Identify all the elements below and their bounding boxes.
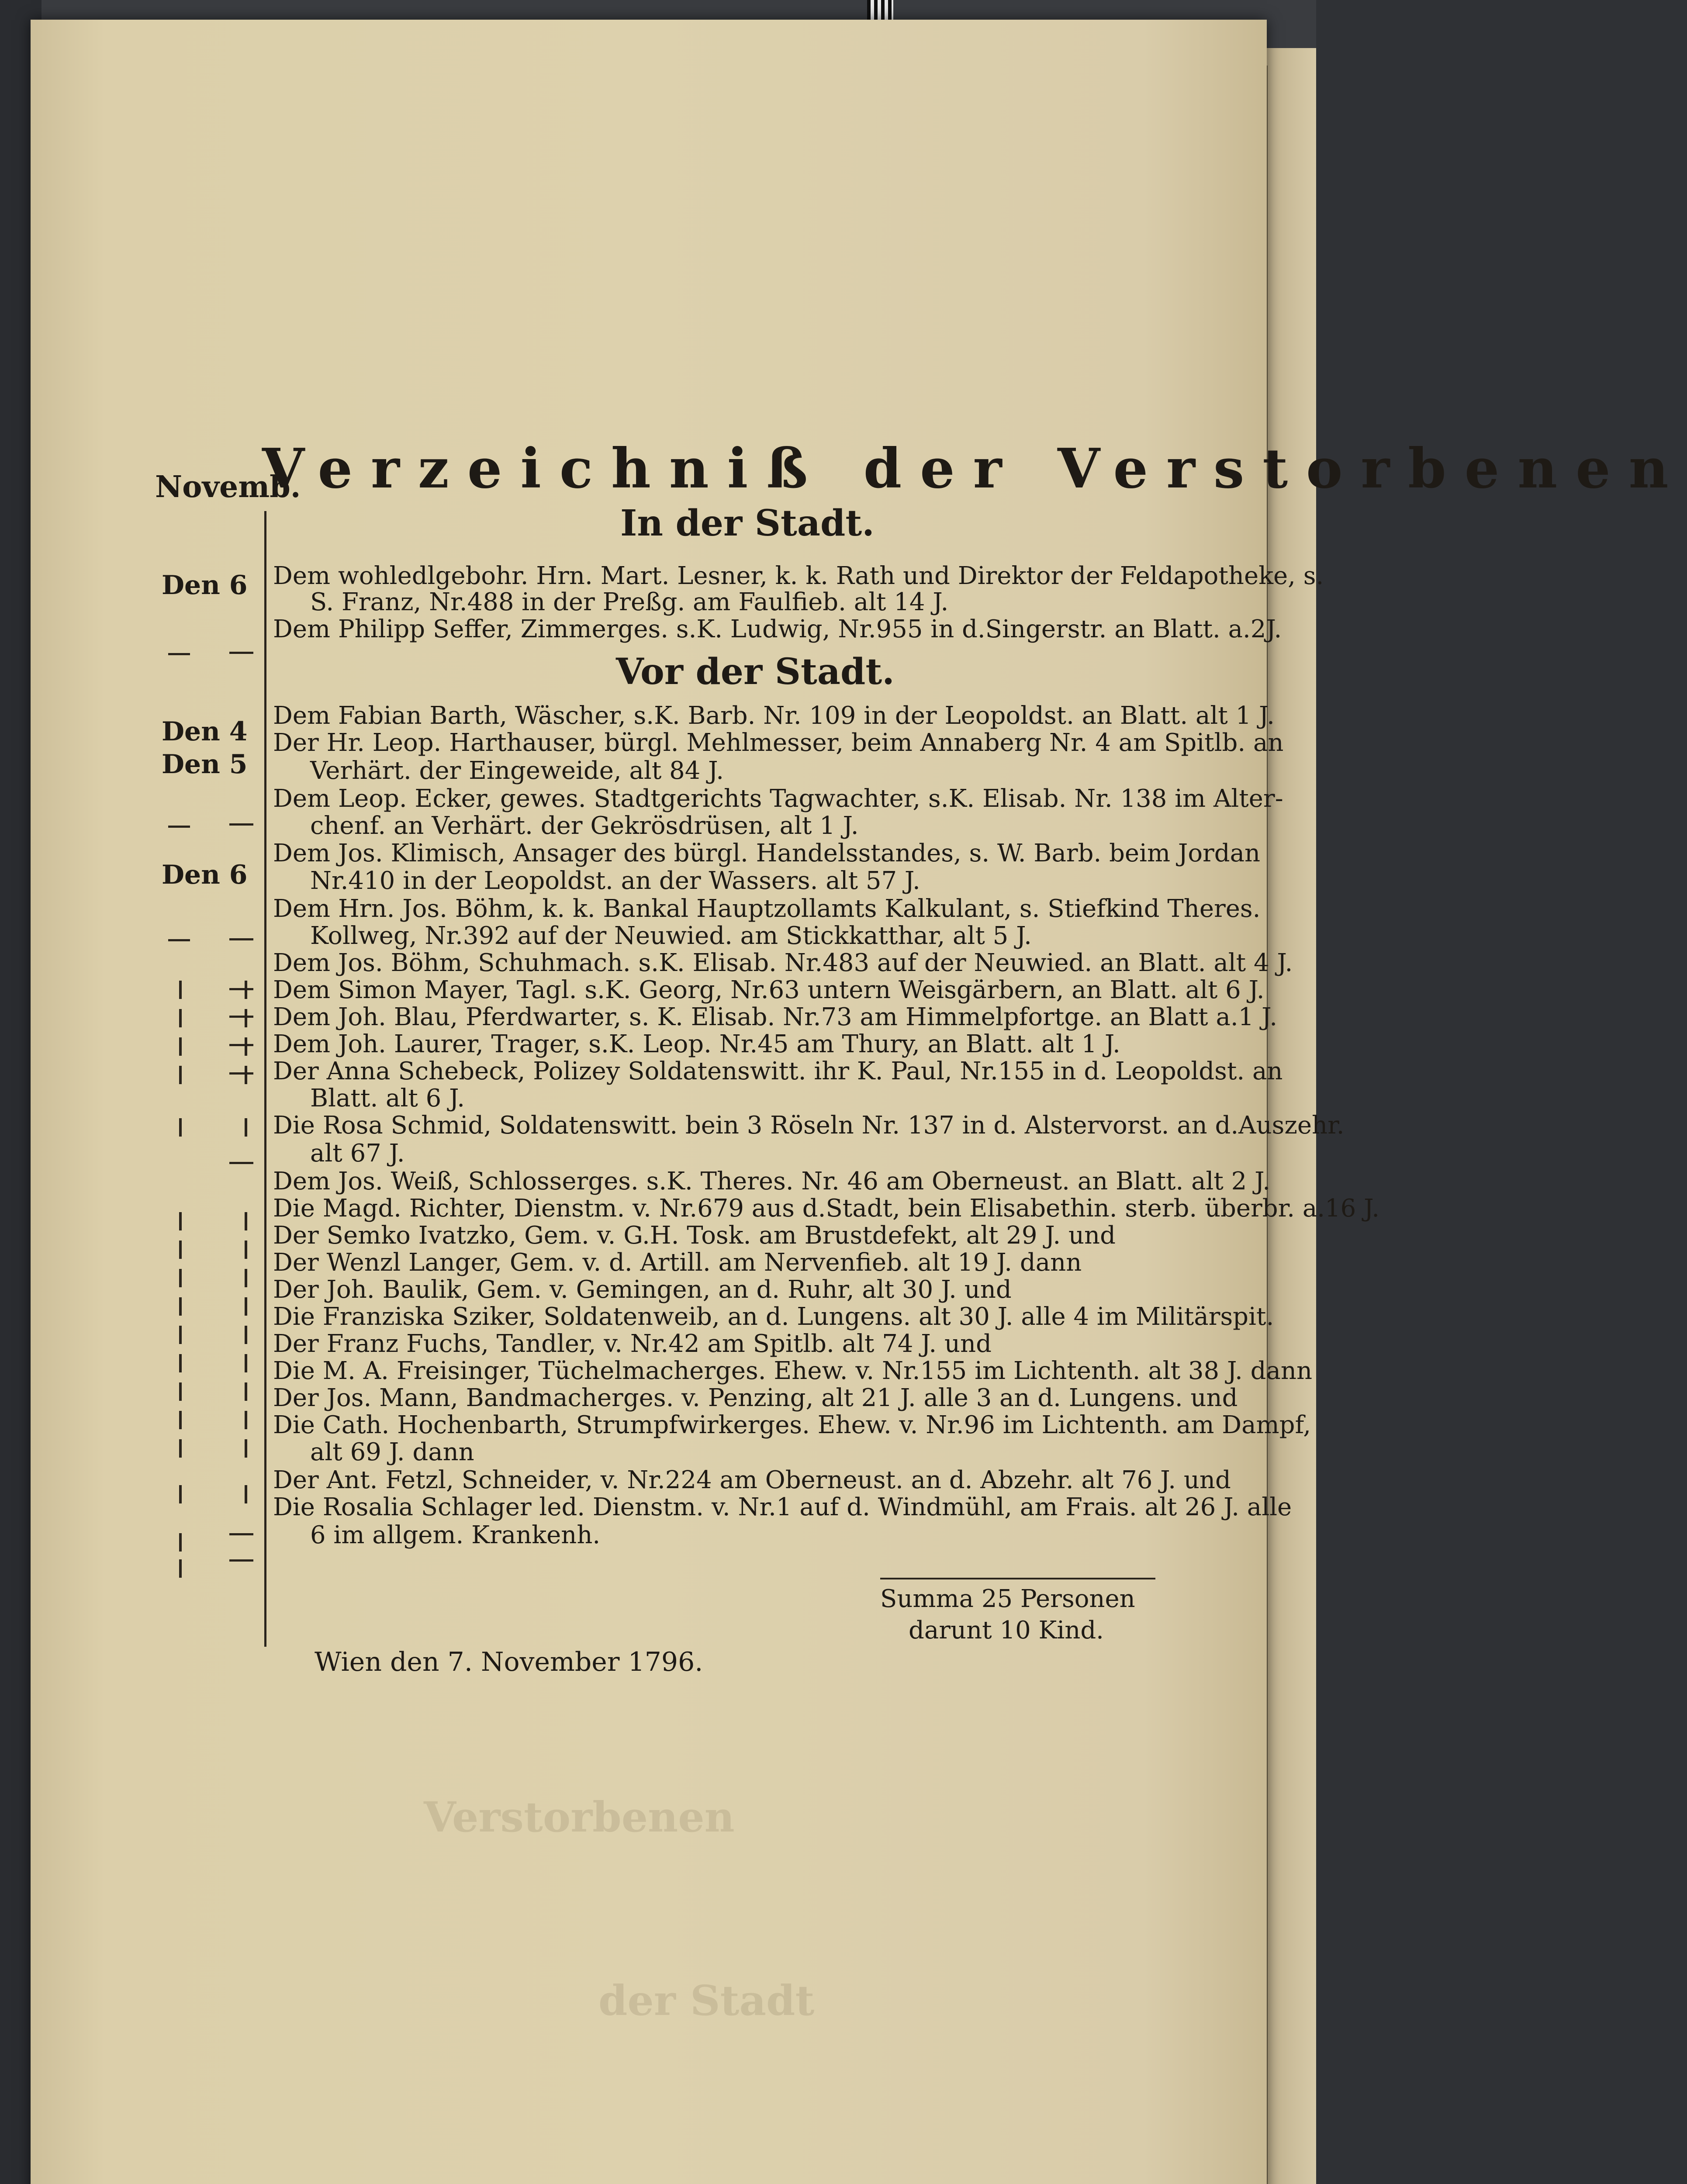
ditto-tick — [179, 1066, 182, 1084]
ditto-mark — [229, 1044, 253, 1046]
ditto-tick — [245, 1212, 247, 1230]
ditto-tick — [245, 1066, 247, 1084]
summary-children: darunt 10 Kind. — [909, 1616, 1104, 1645]
ditto-tick — [245, 1297, 247, 1316]
death-entry-line: Dem Jos. Weiß, Schlosserges. s.K. Theres. Nr. 46 am Oberneust. an Blatt. alt 2 J. — [273, 1167, 1271, 1196]
ditto-tick — [245, 1269, 247, 1287]
death-entry-line: Dem Simon Mayer, Tagl. s.K. Georg, Nr.63 untern Weisgärbern, an Blatt. alt 6 J. — [273, 976, 1265, 1004]
ditto-mark — [168, 826, 190, 828]
death-entry-line: Dem wohledlgebohr. Hrn. Mart. Lesner, k. k. Rath und Direktor der Feldapotheke, s. — [273, 562, 1324, 590]
death-entry-line: Der Semko Ivatzko, Gem. v. G.H. Tosk. am Brustdefekt, alt 29 J. und — [273, 1221, 1116, 1250]
ditto-tick — [245, 1241, 247, 1259]
date-label: Den 6 — [162, 860, 248, 890]
ditto-tick — [179, 1297, 182, 1316]
place-date-line: Wien den 7. November 1796. — [315, 1647, 703, 1677]
death-entry-line: Der Joh. Baulik, Gem. v. Gemingen, an d. Ruhr, alt 30 J. und — [273, 1275, 1012, 1304]
ditto-mark — [168, 653, 190, 655]
ditto-tick — [179, 1212, 182, 1230]
bleed-through-text — [205, 1793, 1166, 2184]
ditto-mark — [229, 1072, 253, 1075]
ditto-mark — [229, 1533, 253, 1535]
ditto-tick — [245, 1382, 247, 1401]
ditto-tick — [245, 1118, 247, 1137]
ditto-tick — [245, 1326, 247, 1344]
death-entry-line: Dem Leop. Ecker, gewes. Stadtgerichts Tagwachter, s.K. Elisab. Nr. 138 im Alter- — [273, 784, 1283, 813]
ditto-tick — [179, 1411, 182, 1429]
ditto-tick — [245, 981, 247, 999]
death-entry-line: Die Magd. Richter, Dienstm. v. Nr.679 aus d.Stadt, bein Elisabethin. sterb. überbr. a.16 J. — [273, 1194, 1380, 1223]
ditto-tick — [179, 1118, 182, 1137]
ditto-mark — [229, 652, 253, 654]
death-entry-line: Der Anna Schebeck, Polizey Soldatenswitt. ihr K. Paul, Nr.155 in d. Leopoldst. an — [273, 1057, 1283, 1085]
summary-total: Summa 25 Personen — [880, 1585, 1135, 1613]
ditto-mark — [229, 988, 253, 990]
death-entry-line: Blatt. alt 6 J. — [310, 1084, 465, 1113]
ditto-tick — [179, 1326, 182, 1344]
ditto-tick — [245, 1439, 247, 1458]
page-title: Verzeichniß der Verstorbenen — [262, 437, 1687, 501]
death-entry-line: Die Rosa Schmid, Soldatenswitt. bein 3 Röseln Nr. 137 in d. Alstervorst. an d.Auszehr. — [273, 1111, 1345, 1140]
month-label: Novemb. — [155, 470, 301, 505]
death-entry-line: Nr.410 in der Leopoldst. an der Wassers. alt 57 J. — [310, 867, 920, 895]
death-entry-line: Verhärt. der Eingeweide, alt 84 J. — [310, 757, 724, 785]
death-entry-line: Die M. A. Freisinger, Tüchelmacherges. Ehew. v. Nr.155 im Lichtenth. alt 38 J. dann — [273, 1357, 1313, 1385]
section-heading-suburbs: Vor der Stadt. — [616, 651, 895, 693]
date-label: Den 5 — [162, 749, 248, 780]
death-entry-line: Dem Joh. Blau, Pferdwarter, s. K. Elisab. Nr.73 am Himmelpfortge. an Blatt a.1 J. — [273, 1003, 1278, 1031]
ditto-tick — [245, 1411, 247, 1429]
ditto-tick — [179, 1439, 182, 1458]
ditto-mark — [229, 1559, 253, 1562]
death-entry-line: Dem Jos. Klimisch, Ansager des bürgl. Handelsstandes, s. W. Barb. beim Jordan — [273, 839, 1261, 867]
death-entry-line: S. Franz, Nr.488 in der Preßg. am Faulfieb. alt 14 J. — [310, 588, 949, 616]
death-entry-line: Dem Fabian Barth, Wäscher, s.K. Barb. Nr. 109 in der Leopoldst. an Blatt. alt 1 J. — [273, 702, 1275, 730]
death-entry-line: Dem Jos. Böhm, Schuhmach. s.K. Elisab. Nr.483 auf der Neuwied. an Blatt. alt 4 J. — [273, 949, 1293, 977]
section-heading-city: In der Stadt. — [620, 502, 875, 544]
ditto-tick — [179, 1354, 182, 1372]
ditto-tick — [179, 1533, 182, 1552]
margin-rule — [264, 511, 266, 1647]
ditto-tick — [179, 1241, 182, 1259]
date-label: Den 6 — [162, 570, 248, 601]
death-entry-line: Die Cath. Hochenbarth, Strumpfwirkerges. Ehew. v. Nr.96 im Lichtenth. am Dampf, — [273, 1411, 1311, 1439]
death-entry-line: alt 69 J. dann — [310, 1438, 474, 1466]
ditto-tick — [245, 1354, 247, 1372]
ditto-tick — [179, 1037, 182, 1056]
death-entry-line: Dem Hrn. Jos. Böhm, k. k. Bankal Hauptzollamts Kalkulant, s. Stiefkind Theres. — [273, 895, 1261, 923]
ditto-mark — [229, 823, 253, 826]
death-entry-line: 6 im allgem. Krankenh. — [310, 1521, 601, 1549]
date-label: Den 4 — [162, 716, 248, 747]
death-entry-line: Dem Joh. Laurer, Trager, s.K. Leop. Nr.45 am Thury, an Blatt. alt 1 J. — [273, 1030, 1120, 1058]
ditto-mark — [229, 1016, 253, 1018]
death-entry-line: chenf. an Verhärt. der Gekrösdrüsen, alt 1 J. — [310, 812, 859, 840]
death-entry-line: Die Rosalia Schlager led. Dienstm. v. Nr.1 auf d. Windmühl, am Frais. alt 26 J. alle — [273, 1493, 1292, 1521]
death-entry-line: Der Ant. Fetzl, Schneider, v. Nr.224 am Oberneust. an d. Abzehr. alt 76 J. und — [273, 1466, 1231, 1494]
ditto-tick — [179, 1559, 182, 1578]
death-entry-line: Der Franz Fuchs, Tandler, v. Nr.42 am Spitlb. alt 74 J. und — [273, 1330, 992, 1358]
ditto-tick — [179, 1382, 182, 1401]
bleed-through-line-1: Verstorbenen — [424, 1793, 735, 1842]
ditto-tick — [245, 1009, 247, 1027]
death-entry-line: alt 67 J. — [310, 1139, 405, 1168]
ditto-tick — [179, 981, 182, 999]
ditto-tick — [179, 1269, 182, 1287]
document-page — [31, 20, 1267, 2184]
ditto-mark — [168, 939, 190, 941]
death-entry-line: Der Hr. Leop. Harthauser, bürgl. Mehlmesser, beim Annaberg Nr. 4 am Spitlb. an — [273, 729, 1284, 757]
ditto-tick — [245, 1037, 247, 1056]
ditto-mark — [229, 938, 253, 940]
ditto-tick — [179, 1485, 182, 1503]
death-entry-line: Die Franziska Sziker, Soldatenweib, an d. Lungens. alt 30 J. alle 4 im Militärspit. — [273, 1303, 1274, 1331]
bleed-through-line-2: der Stadt — [598, 1977, 815, 2025]
ditto-tick — [245, 1485, 247, 1503]
sum-rule — [880, 1578, 1155, 1579]
ditto-mark — [229, 1162, 253, 1164]
death-entry-line: Dem Philipp Seffer, Zimmerges. s.K. Ludwig, Nr.955 in d.Singerstr. an Blatt. a.2J. — [273, 615, 1282, 643]
ditto-tick — [179, 1009, 182, 1027]
death-entry-line: Der Jos. Mann, Bandmacherges. v. Penzing, alt 21 J. alle 3 an d. Lungens. und — [273, 1384, 1238, 1412]
death-entry-line: Der Wenzl Langer, Gem. v. d. Artill. am Nervenfieb. alt 19 J. dann — [273, 1248, 1082, 1277]
death-entry-line: Kollweg, Nr.392 auf der Neuwied. am Stickkatthar, alt 5 J. — [310, 922, 1032, 950]
